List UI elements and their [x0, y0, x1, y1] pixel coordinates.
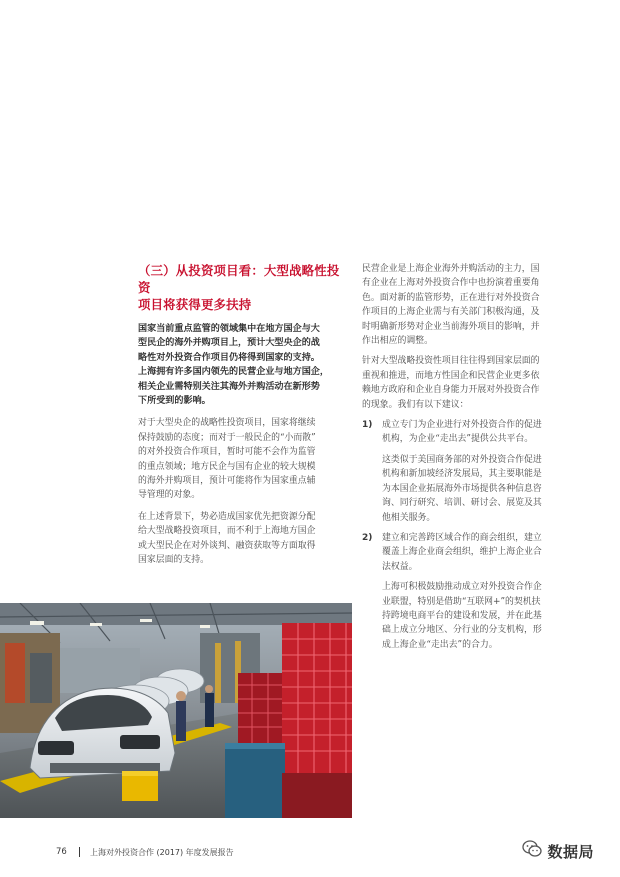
- body-line: 色。面对新的监管形势，正在进行对外投资合: [362, 292, 540, 303]
- section-title: [138, 262, 352, 313]
- item-detail: [362, 580, 590, 652]
- detail-line: 机构和新加坡经济发展局，其主要职能是: [382, 469, 542, 480]
- body-line: 作项目的上海企业需与有关部门积极沟通，及: [362, 307, 540, 318]
- lead-line: 略性对外投资合作项目仍将得到国家的支持。: [138, 352, 320, 363]
- section-title-line: 项目将获得更多扶持: [138, 297, 252, 312]
- recommendation-item: [362, 418, 590, 447]
- body-paragraph: [362, 262, 590, 348]
- body-paragraph: [138, 416, 352, 502]
- detail-line: 上海可积极鼓励推动成立对外投资合作企: [382, 582, 542, 593]
- body-line: 的对外投资合作项目，暂时可能不会作为监管: [138, 447, 316, 458]
- detail-line: 询、同行研究、培训、研讨会、展览及其: [382, 498, 542, 509]
- item-line: 机构，为企业“走出去”提供公共平台。: [382, 434, 534, 445]
- report-title: 上海对外投资合作 (2017) 年度发展报告: [90, 848, 234, 857]
- lead-line: 上海拥有许多国内领先的民营企业与地方国企，: [138, 367, 329, 378]
- body-line: 的海外并购项目，预计可能将作为国家重点辅: [138, 476, 316, 487]
- body-line: 给大型战略投资项目，而不利于上海地方国企: [138, 526, 316, 537]
- detail-line: 为本国企业拓展海外市场提供各种信息咨: [382, 483, 542, 494]
- body-line: 针对大型战略投资性项目往往得到国家层面的: [362, 356, 540, 367]
- recommendation-item: [362, 531, 590, 574]
- right-column: [362, 262, 590, 658]
- lead-line: 型民企的海外并购项目上，预计大型央企的战: [138, 338, 320, 349]
- body-paragraph: [138, 510, 352, 568]
- item-line: 法权益。: [382, 561, 418, 572]
- body-line: 的现象。我们有以下建议：: [362, 399, 469, 410]
- body-line: 对于大型央企的战略性投资项目，国家将继续: [138, 418, 316, 429]
- wechat-icon: [522, 840, 542, 862]
- left-column: [138, 262, 352, 575]
- lead-paragraph: [138, 322, 352, 408]
- lead-line: 相关企业需特别关注其海外并购活动在新形势: [138, 381, 320, 392]
- item-line: 建立和完善跨区域合作的商会组织，建立: [382, 532, 542, 543]
- body-paragraph: [362, 354, 590, 412]
- body-line: 作出相应的调整。: [362, 336, 433, 347]
- footer-divider: [79, 847, 80, 857]
- detail-line: 成上海企业“走出去”的合力。: [382, 639, 498, 650]
- body-line: 时明确新形势对企业当前海外项目的影响，并: [362, 321, 540, 332]
- page-number: 76: [56, 847, 67, 857]
- item-number: 2): [362, 532, 373, 543]
- lead-line: 下所受到的影响。: [138, 396, 211, 407]
- body-line: 有企业在上海对外投资合作中也扮演着重要角: [362, 278, 540, 289]
- body-line: 民营企业是上海企业海外并购活动的主力，国: [362, 264, 540, 274]
- detail-line: 他相关服务。: [382, 512, 436, 523]
- item-line: 成立专门为企业进行对外投资合作的促进: [382, 420, 542, 431]
- detail-line: 础上成立分地区、分行业的分支机构，形: [382, 625, 542, 636]
- body-line: 保持鼓励的态度；而对于一般民企的“小而散”: [138, 432, 316, 443]
- watermark: [522, 840, 594, 862]
- body-line: 国家层面的支持。: [138, 555, 209, 566]
- item-detail: [362, 453, 590, 525]
- page-footer: [0, 836, 620, 864]
- detail-line: 持跨境电商平台的建设和发展，并在此基: [382, 610, 542, 621]
- lead-line: 国家当前重点监管的领域集中在地方国企与大: [138, 324, 320, 334]
- detail-line: 业联盟，特别是借助“互联网+”的契机扶: [382, 596, 541, 607]
- item-number: 1): [362, 420, 373, 431]
- body-line: 的重点领域；地方民企与国有企业的较大规模: [138, 461, 316, 472]
- body-line: 在上述背景下，势必造成国家优先把资源分配: [138, 511, 316, 522]
- body-line: 赖地方政府和企业自身能力开展对外投资合作: [362, 385, 540, 396]
- section-title-line: （三）从投资项目看：大型战略性投资: [138, 263, 340, 295]
- car-factory-photo: [0, 603, 352, 818]
- body-line: 导管理的对象。: [138, 490, 201, 501]
- item-line: 覆盖上海企业商会组织，维护上海企业合: [382, 547, 542, 558]
- watermark-text: 数据局: [547, 842, 594, 861]
- detail-line: 这类似于美国商务部的对外投资合作促进: [382, 454, 542, 465]
- body-line: 重视和推进，而地方性国企和民营企业更多依: [362, 370, 540, 381]
- body-line: 或大型民企在对外谈判、融资获取等方面取得: [138, 540, 316, 551]
